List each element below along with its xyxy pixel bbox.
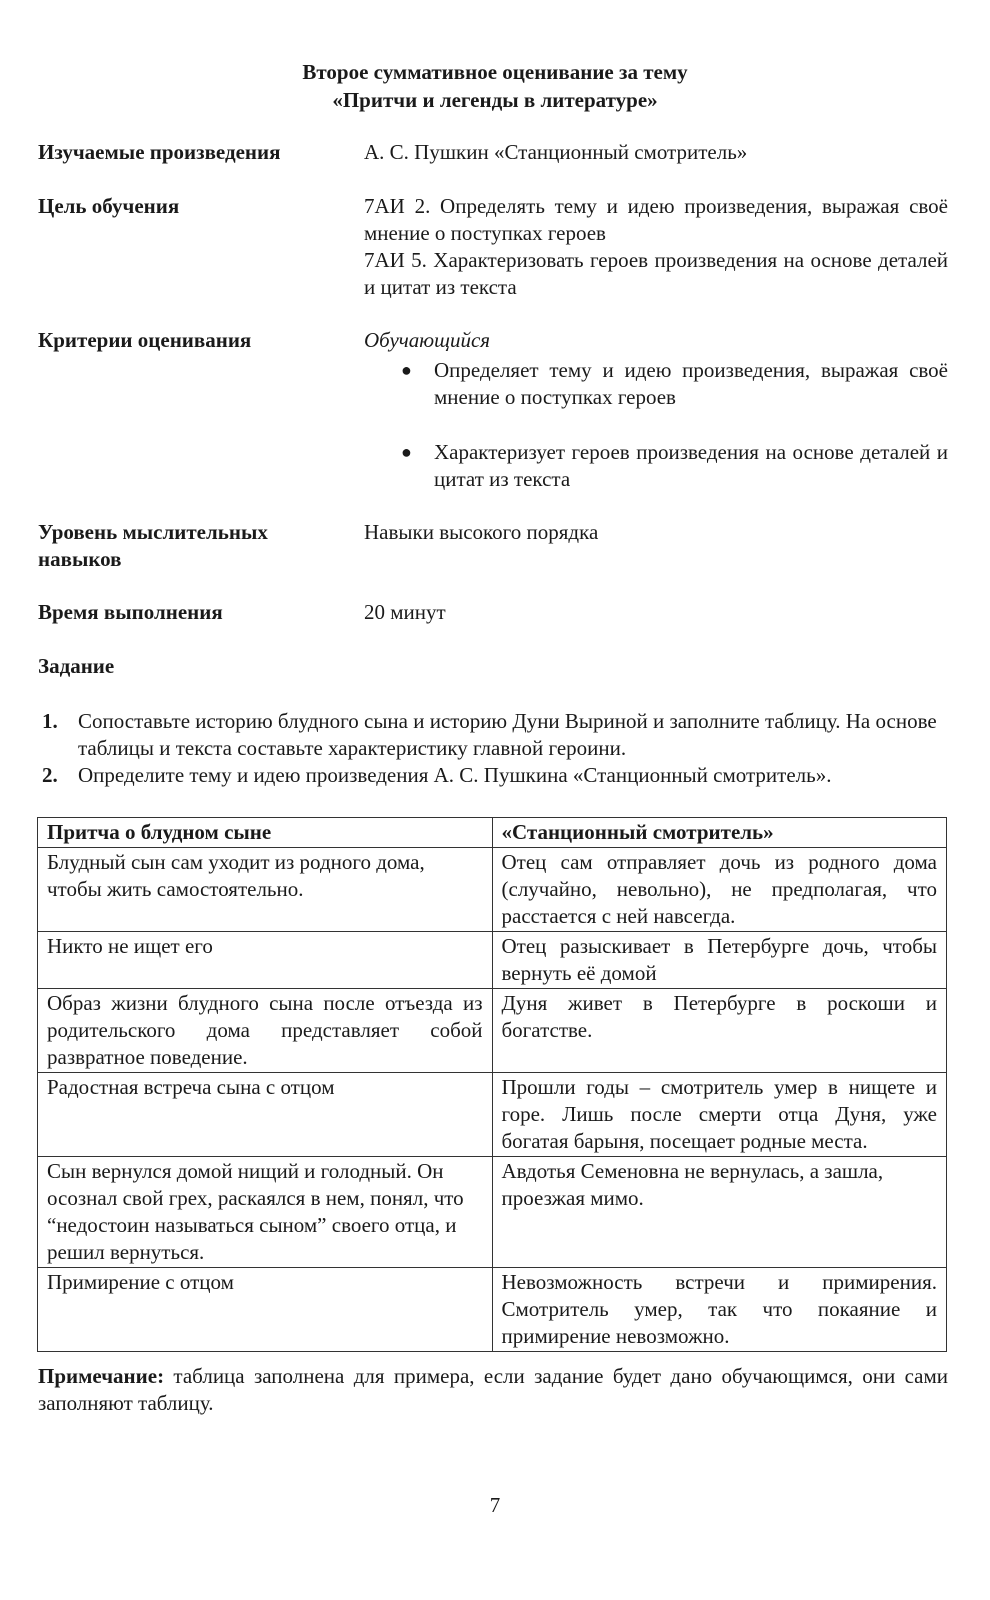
task-text: Определите тему и идею произведения А. С. Пушкина «Станционный смотритель».	[78, 763, 832, 787]
task-heading: Задание	[38, 654, 115, 678]
table-header-row	[38, 818, 947, 848]
time-label: Время выполнения	[38, 600, 223, 624]
table-cell: Никто не ищет его	[38, 932, 493, 989]
table-cell: Авдотья Семеновна не вернулась, а зашла, проезжая мимо.	[492, 1157, 947, 1268]
criteria-intro: Обучающийся	[364, 328, 491, 352]
time-value: 20 минут	[364, 600, 446, 624]
table-cell: Отец сам отправляет дочь из родного дома (случайно, невольно), не предполагая, что расстается с ней навсегда.	[492, 848, 947, 932]
bullet-icon: ●	[401, 442, 412, 462]
criteria-label: Критерии оценивания	[38, 328, 252, 352]
table-cell: Дуня живет в Петербурге в роскоши и богатстве.	[492, 989, 947, 1073]
level-label: Уровень мыслительных навыков	[38, 520, 268, 571]
table-cell: Отец разыскивает в Петербурге дочь, чтобы вернуть её домой	[492, 932, 947, 989]
criteria-item: ● Характеризует героев произведения на основе деталей и цитат из текста	[401, 440, 948, 491]
page-number: 7	[489, 1493, 501, 1517]
document-title	[0, 58, 990, 114]
comparison-table	[37, 817, 947, 1352]
title-line-2: «Притчи и легенды в литературе»	[332, 88, 658, 112]
table-cell: Сын вернулся домой нищий и голодный. Он осознал свой грех, раскаялся в нем, понял, что “недостоин называться сыном” своего отца, и решил вернуться.	[38, 1157, 493, 1268]
table-cell: Образ жизни блудного сына после отъезда из родительского дома представляет собой развратное поведение.	[38, 989, 493, 1073]
task-item	[38, 762, 948, 789]
task-number: 1.	[42, 709, 58, 733]
table-row	[38, 932, 947, 989]
task-item	[38, 708, 948, 762]
table-cell: Радостная встреча сына с отцом	[38, 1073, 493, 1157]
goal-value-2: 7АИ 5. Характеризовать героев произведения на основе деталей и цитат из текста	[364, 248, 948, 299]
task-list	[38, 708, 948, 789]
level-value: Навыки высокого порядка	[364, 520, 599, 544]
table-row	[38, 989, 947, 1073]
goal-values	[364, 193, 948, 301]
table-cell: Прошли годы – смотритель умер в нищете и горе. Лишь после смерти отца Дуня, уже богатая барыня, посещает родные места.	[492, 1073, 947, 1157]
table-cell: Блудный сын сам уходит из родного дома, чтобы жить самостоятельно.	[38, 848, 493, 932]
table-header-cell: «Станционный смотритель»	[492, 818, 947, 848]
criteria-item: ● Определяет тему и идею произведения, выражая своё мнение о поступках героев	[401, 358, 948, 409]
goal-label: Цель обучения	[38, 194, 180, 218]
table-row	[38, 1073, 947, 1157]
table-row	[38, 1157, 947, 1268]
note-paragraph	[38, 1363, 948, 1417]
title-line-1: Второе суммативное оценивание за тему	[302, 60, 688, 84]
task-text: Сопоставьте историю блудного сына и историю Дуни Выриной и заполните таблицу. На основе таблицы и текста составьте характеристику главной героини.	[78, 709, 937, 760]
table-row	[38, 848, 947, 932]
note-text: таблица заполнена для примера, если задание будет дано обучающимся, они сами заполняют таблицу.	[38, 1364, 948, 1415]
table-row	[38, 1268, 947, 1352]
works-label: Изучаемые произведения	[38, 140, 281, 164]
goal-value-1: 7АИ 2. Определять тему и идею произведения, выражая своё мнение о поступках героев	[364, 194, 948, 245]
criteria-values	[364, 327, 948, 493]
criteria-list	[364, 357, 948, 493]
table-cell: Примирение с отцом	[38, 1268, 493, 1352]
note-label: Примечание:	[38, 1364, 165, 1388]
task-number: 2.	[42, 763, 58, 787]
works-value: А. С. Пушкин «Станционный смотритель»	[364, 140, 748, 164]
table-cell: Невозможность встречи и примирения. Смотритель умер, так что покаяние и примирение невозможно.	[492, 1268, 947, 1352]
table-header-cell: Притча о блудном сыне	[38, 818, 493, 848]
bullet-icon: ●	[401, 360, 412, 380]
